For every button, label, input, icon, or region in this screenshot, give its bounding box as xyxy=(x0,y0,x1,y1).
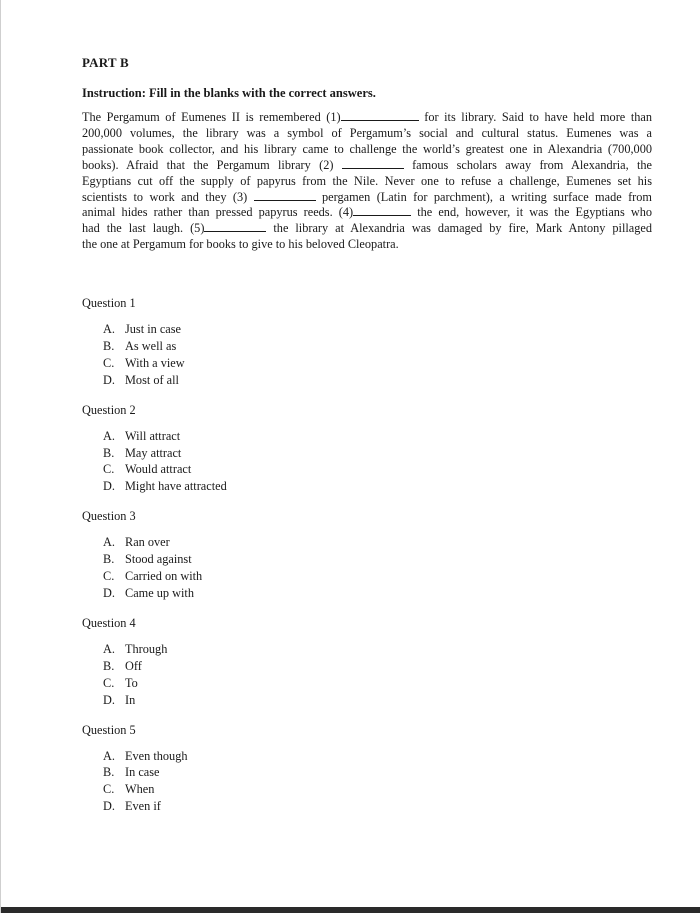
option-b[interactable]: B. Off xyxy=(103,658,142,673)
option-c[interactable]: C. When xyxy=(103,782,155,797)
blank-4 xyxy=(353,205,411,216)
passage-line: Egyptians cut off the supply of papyrus from the Nile. Never one to refuse a challenge, Eumenes set his xyxy=(82,173,652,188)
option-c[interactable]: C. To xyxy=(103,675,138,690)
option-d[interactable]: D. Came up with xyxy=(103,585,194,600)
question-1 xyxy=(82,295,482,389)
option-a[interactable]: A. Ran over xyxy=(103,535,170,550)
option-d[interactable]: D. Might have attracted xyxy=(103,479,227,494)
option-c[interactable]: C. Would attract xyxy=(103,462,192,477)
blank-3 xyxy=(254,190,316,201)
option-d[interactable]: D. Most of all xyxy=(103,372,179,387)
part-title: PART B xyxy=(82,55,129,70)
option-a[interactable]: A. Through xyxy=(103,641,168,656)
option-list xyxy=(103,748,482,816)
question-label: Question 4 xyxy=(82,615,136,630)
option-b[interactable]: B. Stood against xyxy=(103,552,192,567)
blank-2 xyxy=(342,158,404,169)
option-c[interactable]: C. Carried on with xyxy=(103,569,203,584)
option-a[interactable]: A. Just in case xyxy=(103,322,182,336)
blank-5 xyxy=(204,221,266,232)
passage-line: 200,000 volumes, the library was a symbol of Pergamum’s social and cultural status. Eumenes was a xyxy=(82,125,652,140)
option-list xyxy=(103,534,482,602)
option-d[interactable]: D. Even if xyxy=(103,799,161,814)
option-a[interactable]: A. Will attract xyxy=(103,428,181,443)
option-b[interactable]: B. May attract xyxy=(103,445,182,460)
question-5 xyxy=(82,722,482,816)
question-3 xyxy=(82,508,482,602)
passage-line: The Pergamum of Eumenes II is remembered (1) for its library. Said to have held more than xyxy=(82,110,653,124)
option-d[interactable]: D. In xyxy=(103,692,136,707)
option-list xyxy=(103,321,482,389)
passage-line: scientists to work and they (3) pergamen (Latin for parchment), a writing surface made from xyxy=(82,189,652,204)
question-label: Question 2 xyxy=(82,402,136,417)
instruction-text: Instruction: Fill in the blanks with the correct answers. xyxy=(82,86,376,100)
option-b[interactable]: B. As well as xyxy=(103,338,177,353)
bottom-edge-strip xyxy=(1,907,700,913)
option-a[interactable]: A. Even though xyxy=(103,748,188,763)
question-2 xyxy=(82,402,482,496)
question-4 xyxy=(82,615,482,709)
blank-1 xyxy=(341,110,419,121)
option-list xyxy=(103,428,482,496)
option-b[interactable]: B. In case xyxy=(103,765,160,780)
passage-line: passionate book collector, and his library came to challenge the world’s greatest one in Alexandria (700,000 xyxy=(82,141,652,156)
reading-passage xyxy=(82,110,652,253)
question-label: Question 1 xyxy=(82,296,136,310)
passage-line: the one at Pergamum for books to give to his beloved Cleopatra. xyxy=(82,237,399,252)
question-list xyxy=(82,295,482,815)
question-label: Question 5 xyxy=(82,722,136,737)
passage-line: had the last laugh. (5) the library at Alexandria was damaged by fire, Mark Antony pillaged xyxy=(82,221,652,236)
option-c[interactable]: C. With a view xyxy=(103,355,185,370)
question-label: Question 3 xyxy=(82,509,136,524)
option-list xyxy=(103,641,482,709)
passage-line: books). Afraid that the Pergamum library (2) famous scholars away from Alexandria, the xyxy=(82,157,653,172)
passage-line: animal hides rather than pressed papyrus reeds. (4) the end, however, it was the Egyptians who xyxy=(82,205,653,220)
